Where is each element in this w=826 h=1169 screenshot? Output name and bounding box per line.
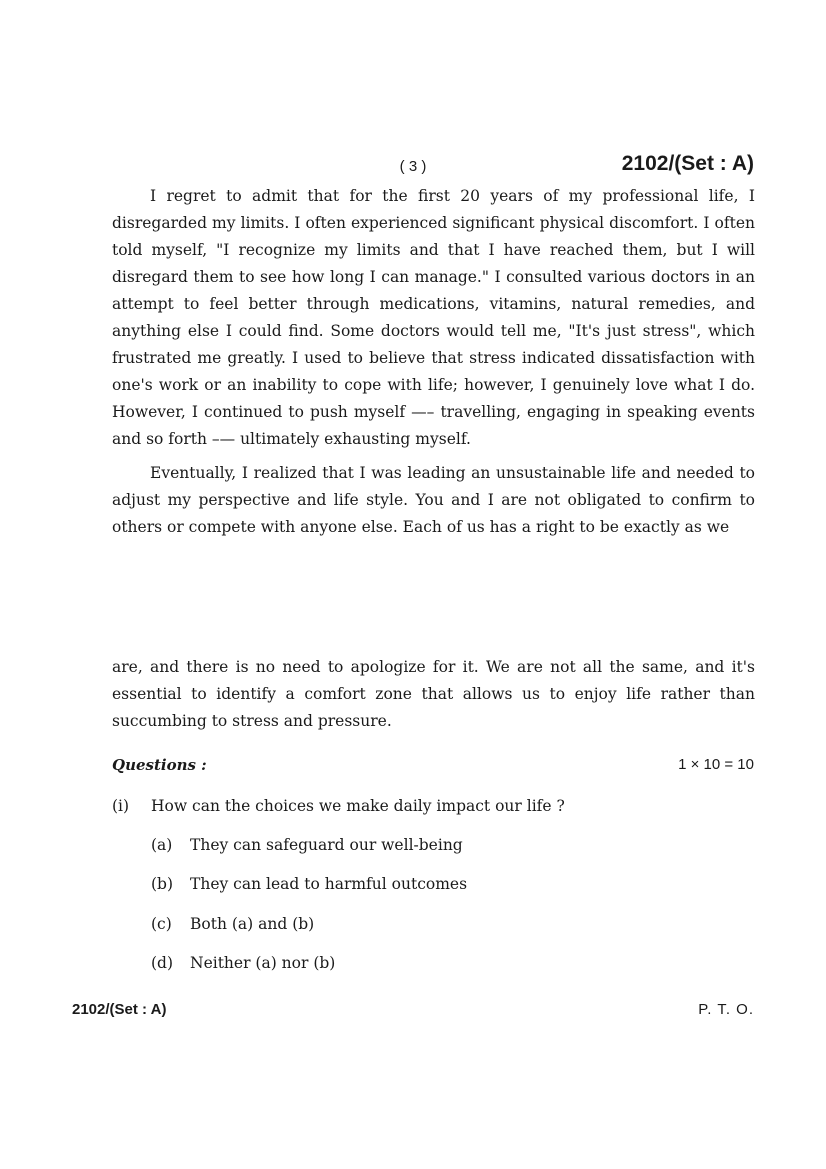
option-label: (d) [151,954,174,972]
option-label: (a) [151,836,173,854]
set-code-header: 2102/(Set : A) [621,152,754,175]
option-c [151,915,314,933]
option-b [151,875,467,893]
option-text: Neither (a) nor (b) [190,954,336,972]
question-number: (i) [112,797,130,815]
questions-heading: Questions : [112,756,207,774]
passage-paragraph-3: are, and there is no need to apologize for it. We are not all the same, and it's essential to identify a comfort zone that allows us to enjoy life rather than succumbing to stress and pressure. [112,658,755,730]
passage-paragraph-1: I regret to admit that for the first 20 years of my professional life, I disregarded my limits. I often experienced significant physical discomfort. I often told myself, "I recognize my limits and that I have reached them, but I will disregard them to see how long I can manage." I consulted various doctors in an attempt to feel better through medications, vitamins, natural remedies, and anything else I could find. Some doctors would tell me, "It's just stress", which frustrated me greatly. I used to believe that stress indicated dissatisfaction with one's work or an inability to cope with life; however, I genuinely love what I do. However, I continued to push myself —– travelling, engaging in speaking events and so forth –— ultimately exhausting myself. [112,187,755,448]
option-d [151,954,335,972]
option-label: (c) [151,915,172,933]
option-text: They can safeguard our well-being [190,836,463,854]
option-text: Both (a) and (b) [190,915,315,933]
option-a [151,836,463,854]
option-label: (b) [151,875,174,893]
marks-allocation: 1 × 10 = 10 [678,756,754,773]
page-number: ( 3 ) [399,158,427,175]
pto-label: P. T. O. [698,1001,754,1018]
set-code-footer: 2102/(Set : A) [72,1001,167,1018]
question-text: How can the choices we make daily impact our life ? [151,797,565,815]
option-text: They can lead to harmful outcomes [190,875,468,893]
passage-paragraph-2: Eventually, I realized that I was leading an unsustainable life and needed to adjust my perspective and life style. You and I are not obligated to confirm to others or compete with anyone else. Each of us has a right to be exactly as we [112,464,755,536]
